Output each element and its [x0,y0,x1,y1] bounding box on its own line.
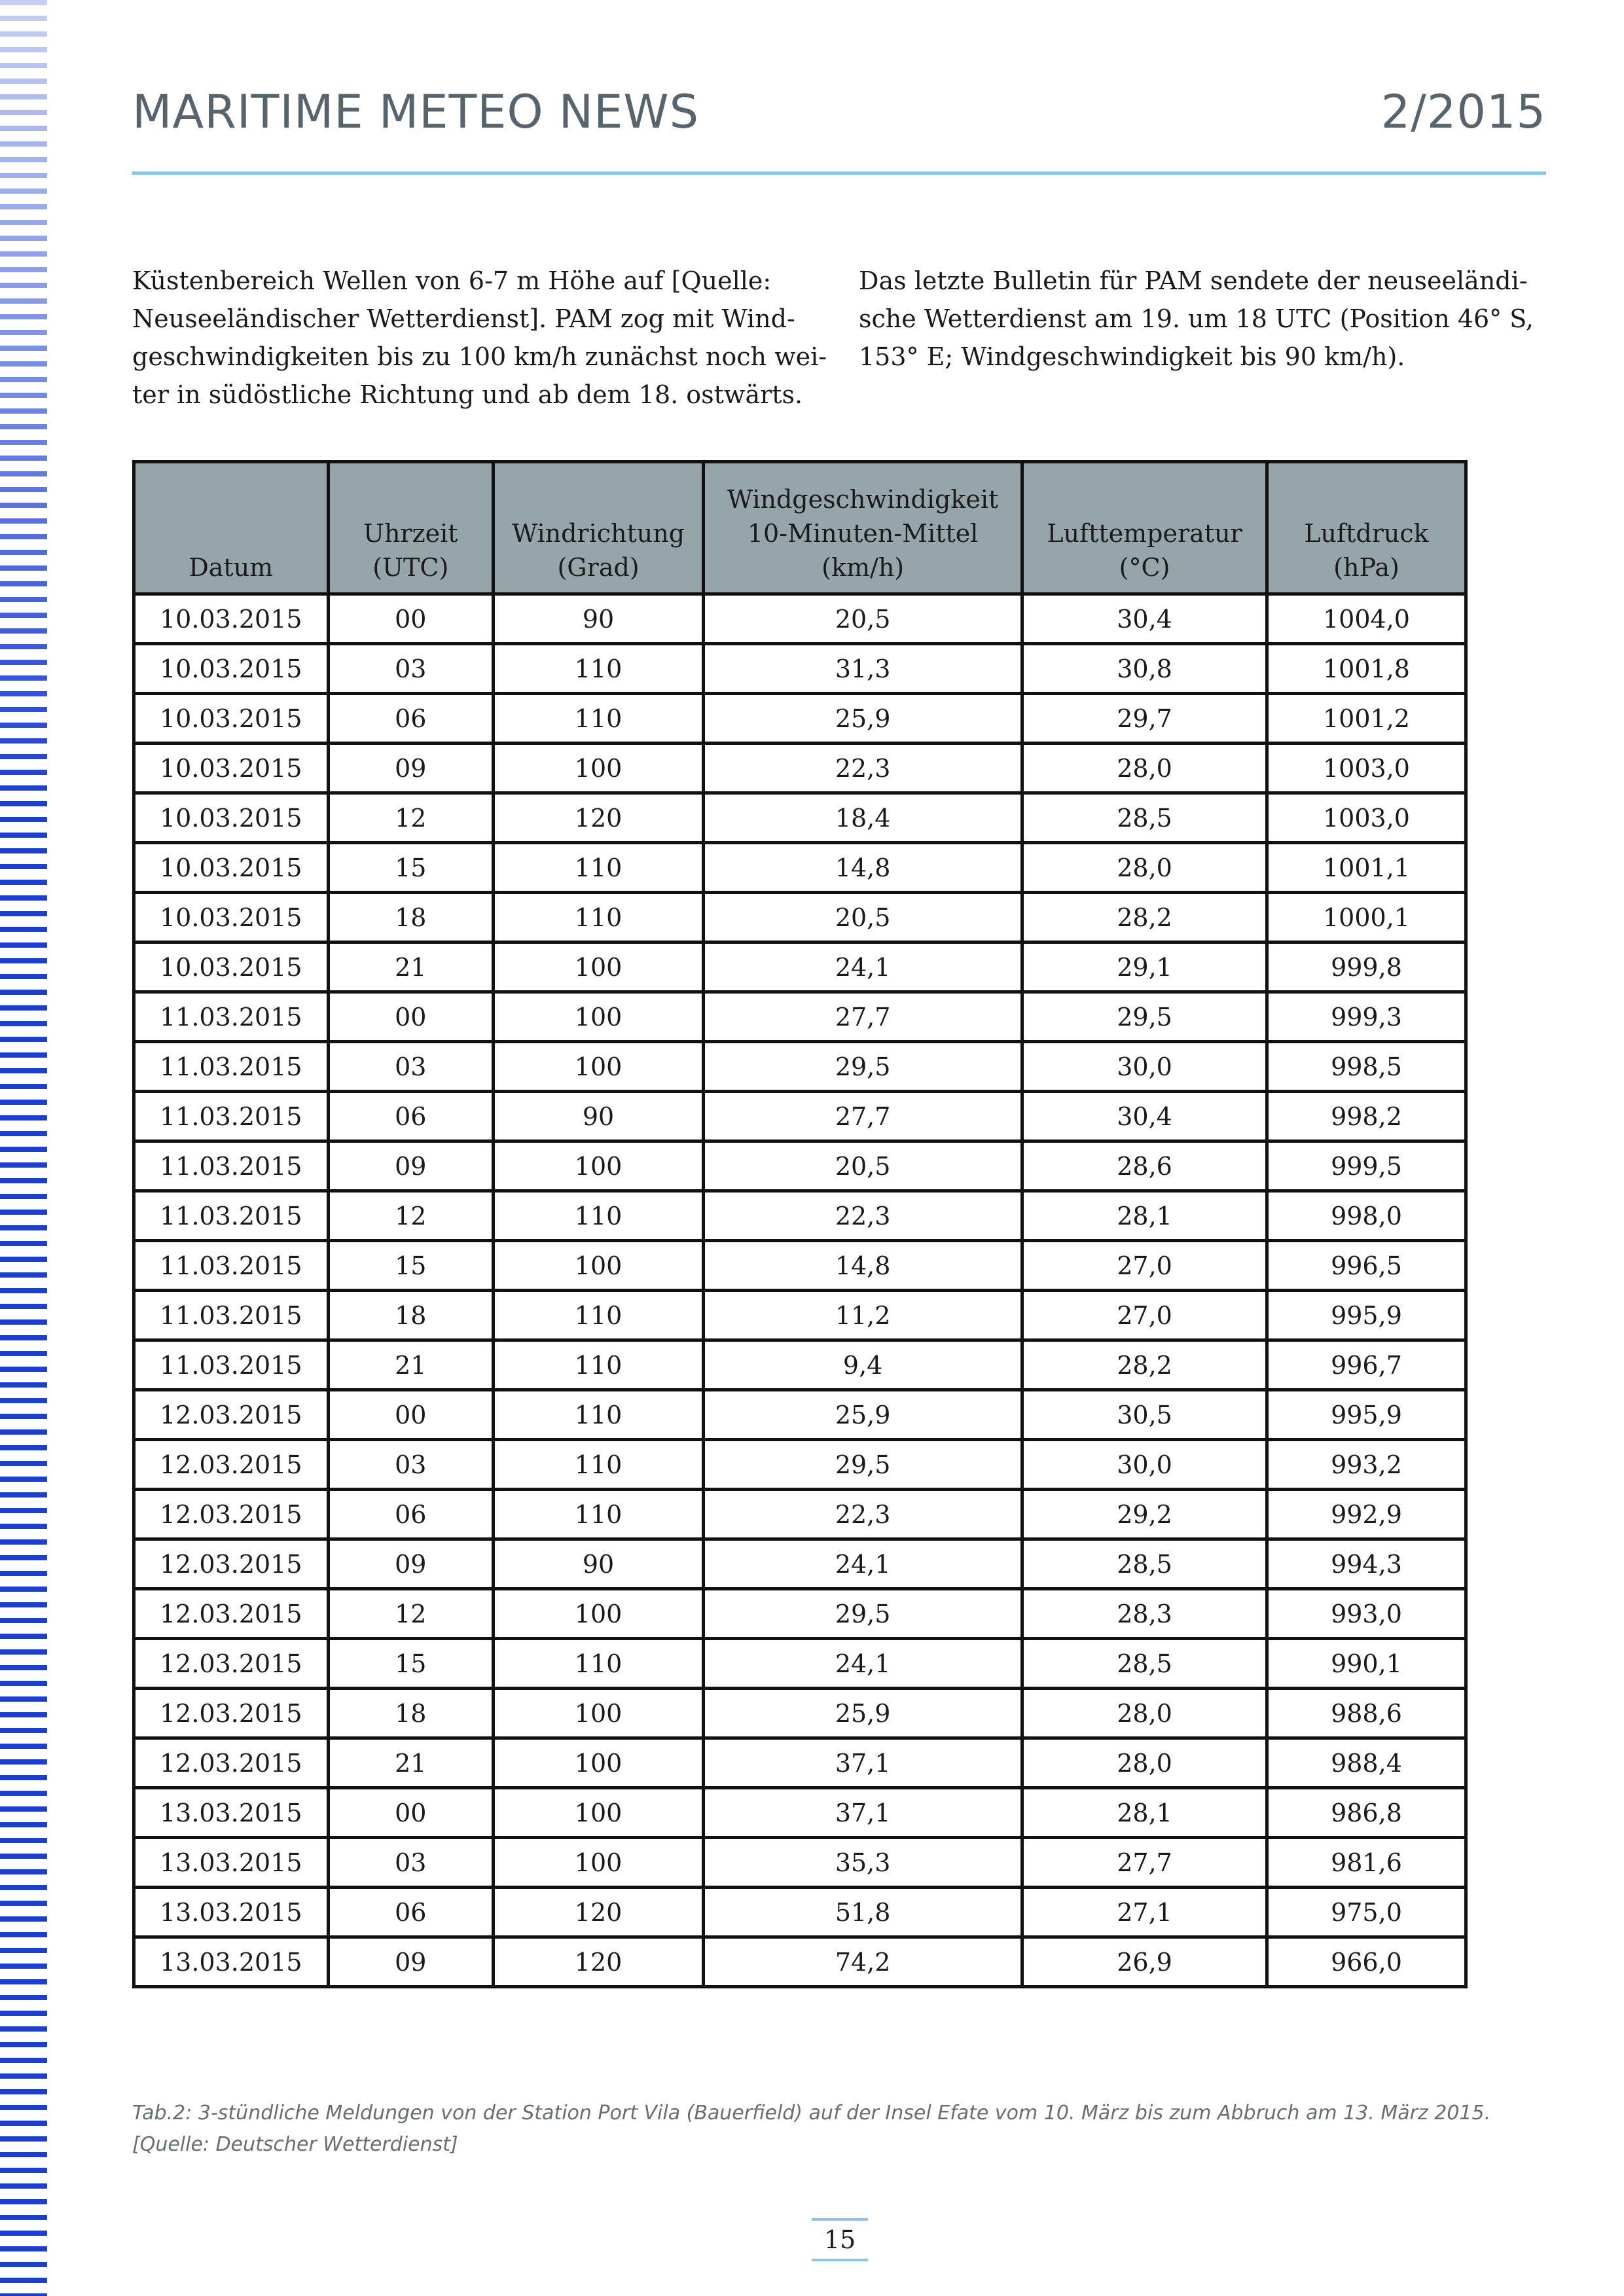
publication-title: MARITIME METEO NEWS [132,85,700,139]
cell-lufttemperatur: 30,0 [1022,1440,1267,1490]
cell-windgeschwindigkeit: 11,2 [704,1291,1022,1340]
cell-windgeschwindigkeit: 35,3 [704,1838,1022,1888]
cell-uhrzeit: 03 [328,1042,493,1092]
cell-windrichtung: 100 [493,1141,703,1191]
cell-windrichtung: 110 [493,694,703,744]
cell-windrichtung: 100 [493,1738,703,1788]
cell-luftdruck: 992,9 [1267,1490,1466,1539]
cell-luftdruck: 1001,8 [1267,644,1466,694]
cell-windgeschwindigkeit: 25,9 [704,1390,1022,1440]
intro-line: geschwindigkeiten bis zu 100 km/h zunächst noch wei- [132,342,827,371]
cell-windgeschwindigkeit: 14,8 [704,843,1022,893]
cell-datum: 10.03.2015 [134,893,329,942]
cell-luftdruck: 988,6 [1267,1689,1466,1738]
cell-lufttemperatur: 28,0 [1022,843,1267,893]
cell-lufttemperatur: 28,1 [1022,1788,1267,1838]
intro-line: ter in südöstliche Richtung und ab dem 18. ostwärts. [132,380,803,409]
cell-luftdruck: 1003,0 [1267,793,1466,843]
cell-luftdruck: 994,3 [1267,1539,1466,1589]
cell-datum: 12.03.2015 [134,1390,329,1440]
cell-uhrzeit: 03 [328,644,493,694]
cell-windrichtung: 110 [493,1340,703,1390]
table-row [134,793,1466,843]
cell-lufttemperatur: 29,1 [1022,942,1267,992]
cell-windgeschwindigkeit: 22,3 [704,1490,1022,1539]
table-row [134,694,1466,744]
cell-luftdruck: 996,5 [1267,1241,1466,1291]
cell-uhrzeit: 09 [328,1937,493,1987]
cell-datum: 10.03.2015 [134,594,329,644]
cell-windgeschwindigkeit: 18,4 [704,793,1022,843]
cell-windrichtung: 120 [493,1937,703,1987]
cell-windrichtung: 100 [493,744,703,793]
cell-lufttemperatur: 26,9 [1022,1937,1267,1987]
cell-luftdruck: 1000,1 [1267,893,1466,942]
header-lufttemperatur [1022,462,1267,594]
table-row [134,992,1466,1042]
cell-lufttemperatur: 28,3 [1022,1589,1267,1639]
cell-luftdruck: 996,7 [1267,1340,1466,1390]
cell-windrichtung: 100 [493,1838,703,1888]
cell-luftdruck: 981,6 [1267,1838,1466,1888]
table-row [134,1340,1466,1390]
header-windrichtung [493,462,703,594]
cell-windgeschwindigkeit: 24,1 [704,942,1022,992]
cell-uhrzeit: 00 [328,1390,493,1440]
table-row [134,1738,1466,1788]
cell-windrichtung: 100 [493,992,703,1042]
cell-windgeschwindigkeit: 29,5 [704,1440,1022,1490]
cell-uhrzeit: 21 [328,1340,493,1390]
cell-uhrzeit: 00 [328,992,493,1042]
cell-uhrzeit: 06 [328,1490,493,1539]
cell-luftdruck: 975,0 [1267,1888,1466,1937]
cell-lufttemperatur: 30,4 [1022,594,1267,644]
cell-windrichtung: 90 [493,1092,703,1141]
cell-lufttemperatur: 29,7 [1022,694,1267,744]
cell-luftdruck: 998,0 [1267,1191,1466,1241]
cell-luftdruck: 1003,0 [1267,744,1466,793]
cell-datum: 13.03.2015 [134,1937,329,1987]
cell-uhrzeit: 12 [328,1589,493,1639]
cell-uhrzeit: 15 [328,843,493,893]
header-unit: (km/h) [821,553,905,582]
header-text: Uhrzeit [363,519,458,548]
cell-uhrzeit: 21 [328,1738,493,1788]
cell-windrichtung: 110 [493,644,703,694]
cell-datum: 13.03.2015 [134,1838,329,1888]
header-unit: (Grad) [557,553,640,582]
table-row [134,594,1466,644]
cell-lufttemperatur: 28,5 [1022,793,1267,843]
cell-windgeschwindigkeit: 20,5 [704,1141,1022,1191]
table-row [134,1490,1466,1539]
table-row [134,1689,1466,1738]
table-row [134,1788,1466,1838]
cell-datum: 10.03.2015 [134,694,329,744]
table-row [134,644,1466,694]
table-row [134,744,1466,793]
cell-luftdruck: 999,5 [1267,1141,1466,1191]
cell-windgeschwindigkeit: 51,8 [704,1888,1022,1937]
intro-line: Küstenbereich Wellen von 6-7 m Höhe auf [Quelle: [132,266,772,295]
cell-windgeschwindigkeit: 22,3 [704,744,1022,793]
cell-datum: 11.03.2015 [134,1092,329,1141]
cell-lufttemperatur: 28,6 [1022,1141,1267,1191]
table-row [134,1092,1466,1141]
cell-datum: 10.03.2015 [134,744,329,793]
cell-datum: 11.03.2015 [134,992,329,1042]
cell-lufttemperatur: 27,1 [1022,1888,1267,1937]
weather-observations-table [132,460,1468,1988]
intro-line: Neuseeländischer Wetterdienst]. PAM zog mit Wind- [132,304,795,333]
cell-lufttemperatur: 30,8 [1022,644,1267,694]
cell-uhrzeit: 15 [328,1639,493,1689]
cell-luftdruck: 995,9 [1267,1390,1466,1440]
cell-uhrzeit: 18 [328,1291,493,1340]
cell-windgeschwindigkeit: 27,7 [704,992,1022,1042]
table-row [134,1141,1466,1191]
cell-luftdruck: 988,4 [1267,1738,1466,1788]
cell-windrichtung: 110 [493,1490,703,1539]
cell-windrichtung: 110 [493,1390,703,1440]
header-text: Datum [189,553,274,582]
cell-uhrzeit: 18 [328,1689,493,1738]
cell-uhrzeit: 00 [328,594,493,644]
cell-lufttemperatur: 28,1 [1022,1191,1267,1241]
cell-luftdruck: 1004,0 [1267,594,1466,644]
cell-datum: 10.03.2015 [134,942,329,992]
header-unit: (°C) [1119,553,1170,582]
cell-luftdruck: 986,8 [1267,1788,1466,1838]
cell-windrichtung: 100 [493,1241,703,1291]
table-row [134,1639,1466,1689]
cell-windgeschwindigkeit: 29,5 [704,1589,1022,1639]
cell-datum: 10.03.2015 [134,644,329,694]
cell-windrichtung: 90 [493,594,703,644]
cell-luftdruck: 993,0 [1267,1589,1466,1639]
cell-windrichtung: 100 [493,1689,703,1738]
cell-lufttemperatur: 27,7 [1022,1838,1267,1888]
cell-luftdruck: 995,9 [1267,1291,1466,1340]
header-uhrzeit [328,462,493,594]
cell-luftdruck: 998,2 [1267,1092,1466,1141]
cell-luftdruck: 993,2 [1267,1440,1466,1490]
cell-datum: 11.03.2015 [134,1291,329,1340]
cell-datum: 11.03.2015 [134,1042,329,1092]
table-caption [132,2098,1572,2161]
cell-lufttemperatur: 29,2 [1022,1490,1267,1539]
cell-luftdruck: 966,0 [1267,1937,1466,1987]
cell-luftdruck: 1001,2 [1267,694,1466,744]
table-body [134,594,1466,1987]
cell-windrichtung: 110 [493,1291,703,1340]
cell-datum: 13.03.2015 [134,1888,329,1937]
cell-windgeschwindigkeit: 37,1 [704,1738,1022,1788]
cell-datum: 13.03.2015 [134,1788,329,1838]
table-row [134,942,1466,992]
cell-windgeschwindigkeit: 37,1 [704,1788,1022,1838]
header-luftdruck [1267,462,1466,594]
table-row [134,893,1466,942]
cell-windgeschwindigkeit: 9,4 [704,1340,1022,1390]
header-text: Luftdruck [1304,519,1429,548]
cell-datum: 11.03.2015 [134,1141,329,1191]
cell-datum: 11.03.2015 [134,1241,329,1291]
intro-line: 153° E; Windgeschwindigkeit bis 90 km/h). [859,342,1405,371]
cell-windrichtung: 120 [493,793,703,843]
header-text: Windgeschwindigkeit [727,485,999,514]
intro-line: Das letzte Bulletin für PAM sendete der neuseeländi- [859,266,1528,295]
cell-windgeschwindigkeit: 20,5 [704,893,1022,942]
cell-datum: 12.03.2015 [134,1738,329,1788]
cell-lufttemperatur: 28,5 [1022,1639,1267,1689]
table-row [134,1191,1466,1241]
cell-datum: 10.03.2015 [134,843,329,893]
table-row [134,843,1466,893]
cell-uhrzeit: 06 [328,694,493,744]
cell-uhrzeit: 09 [328,744,493,793]
cell-lufttemperatur: 27,0 [1022,1241,1267,1291]
cell-lufttemperatur: 27,0 [1022,1291,1267,1340]
cell-windgeschwindigkeit: 25,9 [704,1689,1022,1738]
cell-datum: 11.03.2015 [134,1191,329,1241]
cell-windgeschwindigkeit: 24,1 [704,1639,1022,1689]
cell-lufttemperatur: 30,0 [1022,1042,1267,1092]
cell-datum: 12.03.2015 [134,1490,329,1539]
cell-uhrzeit: 06 [328,1888,493,1937]
cell-windgeschwindigkeit: 31,3 [704,644,1022,694]
cell-uhrzeit: 09 [328,1141,493,1191]
cell-windrichtung: 90 [493,1539,703,1589]
caption-line: Tab.2: 3-stündliche Meldungen von der Station Port Vila (Bauerfield) auf der Insel Efate vom 10. März bis zum Abbruch am 13. März 2015. [132,2102,1491,2125]
cell-luftdruck: 999,3 [1267,992,1466,1042]
cell-lufttemperatur: 30,4 [1022,1092,1267,1141]
header-unit: (hPa) [1333,553,1399,582]
cell-windgeschwindigkeit: 14,8 [704,1241,1022,1291]
table-row [134,1042,1466,1092]
table-row [134,1838,1466,1888]
cell-datum: 12.03.2015 [134,1589,329,1639]
cell-windrichtung: 120 [493,1888,703,1937]
header-unit: (UTC) [372,553,449,582]
cell-uhrzeit: 15 [328,1241,493,1291]
cell-datum: 12.03.2015 [134,1689,329,1738]
cell-uhrzeit: 09 [328,1539,493,1589]
cell-lufttemperatur: 28,2 [1022,1340,1267,1390]
cell-luftdruck: 999,8 [1267,942,1466,992]
cell-datum: 11.03.2015 [134,1340,329,1390]
decorative-stripe-bar [0,0,47,2296]
cell-windrichtung: 110 [493,1639,703,1689]
cell-uhrzeit: 03 [328,1440,493,1490]
cell-uhrzeit: 18 [328,893,493,942]
cell-windrichtung: 110 [493,843,703,893]
cell-datum: 10.03.2015 [134,793,329,843]
cell-windgeschwindigkeit: 29,5 [704,1042,1022,1092]
table-row [134,1291,1466,1340]
cell-lufttemperatur: 28,0 [1022,744,1267,793]
cell-lufttemperatur: 30,5 [1022,1390,1267,1440]
cell-windrichtung: 100 [493,1589,703,1639]
cell-uhrzeit: 12 [328,1191,493,1241]
cell-datum: 12.03.2015 [134,1539,329,1589]
cell-luftdruck: 998,5 [1267,1042,1466,1092]
cell-windrichtung: 100 [493,1788,703,1838]
cell-datum: 12.03.2015 [134,1639,329,1689]
table-row [134,1241,1466,1291]
header-text: Lufttemperatur [1047,519,1242,548]
cell-windgeschwindigkeit: 74,2 [704,1937,1022,1987]
cell-windgeschwindigkeit: 25,9 [704,694,1022,744]
cell-windrichtung: 110 [493,1191,703,1241]
cell-lufttemperatur: 28,2 [1022,893,1267,942]
table-row [134,1440,1466,1490]
issue-number: 2/2015 [1380,85,1546,139]
cell-windgeschwindigkeit: 20,5 [704,594,1022,644]
page-header [132,79,1546,175]
table-header-row [134,462,1466,594]
header-text: Windrichtung [512,519,685,548]
table-row [134,1589,1466,1639]
cell-datum: 12.03.2015 [134,1440,329,1490]
table-row [134,1539,1466,1589]
cell-luftdruck: 990,1 [1267,1639,1466,1689]
cell-lufttemperatur: 28,0 [1022,1689,1267,1738]
caption-source: [Quelle: Deutscher Wetterdienst] [132,2133,458,2156]
header-windgeschwindigkeit [704,462,1022,594]
cell-windrichtung: 100 [493,942,703,992]
cell-uhrzeit: 06 [328,1092,493,1141]
cell-uhrzeit: 12 [328,793,493,843]
cell-windrichtung: 100 [493,1042,703,1092]
table-row [134,1390,1466,1440]
header-text: 10-Minuten-Mittel [747,519,979,548]
cell-windrichtung: 110 [493,1440,703,1490]
cell-uhrzeit: 03 [328,1838,493,1888]
cell-uhrzeit: 00 [328,1788,493,1838]
intro-column-right [859,262,1559,376]
table-row [134,1888,1466,1937]
cell-windgeschwindigkeit: 27,7 [704,1092,1022,1141]
table-row [134,1937,1466,1987]
cell-uhrzeit: 21 [328,942,493,992]
intro-column-left [132,262,833,414]
cell-lufttemperatur: 28,0 [1022,1738,1267,1788]
cell-windgeschwindigkeit: 22,3 [704,1191,1022,1241]
cell-lufttemperatur: 29,5 [1022,992,1267,1042]
header-datum [134,462,329,594]
cell-lufttemperatur: 28,5 [1022,1539,1267,1589]
cell-luftdruck: 1001,1 [1267,843,1466,893]
intro-line: sche Wetterdienst am 19. um 18 UTC (Position 46° S, [859,304,1534,333]
page-number: 15 [812,2218,868,2261]
cell-windgeschwindigkeit: 24,1 [704,1539,1022,1589]
cell-windrichtung: 110 [493,893,703,942]
